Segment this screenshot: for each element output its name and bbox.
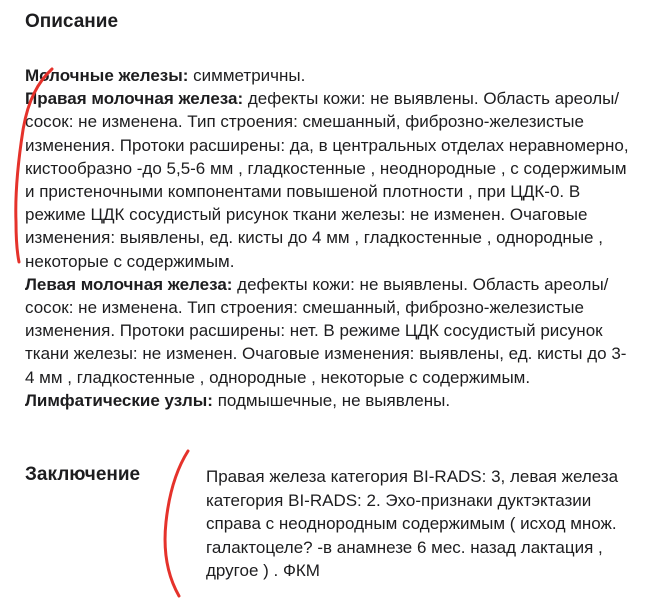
text-mammary-glands: симметричны. <box>188 66 306 85</box>
text-right-breast: дефекты кожи: не выявлены. Область ареолы/сосок: не изменена. Тип строения: смешанный, фиброзно-железистые изменения. Протоки расширены: да, в центральных отделах неравномерно, кистообразно -до 5,5-6 мм , гладкостенные , неоднородные , с содержимым и пристеночными компонентами повышеной плотности , при ЦДК-0. В режиме ЦДК сосудистый рисунок ткани железы: не изменен. Очаговые изменения: выявлены, ед. кисты до 4 мм , гладкостенные , однородные , некоторые с содержимым. <box>25 89 629 271</box>
text-lymph-nodes: подмышечные, не выявлены. <box>212 390 451 410</box>
text-left-breast: дефекты кожи: не выявлены. Область ареолы/сосок: не изменена. Тип строения: смешанный, фиброзно-железистые изменения. Протоки расширены: нет. В режиме ЦДК сосудистый рисунок ткани железы: не изменен. Очаговые изменения: выявлены, ед. кисты до 3-4 мм , гладкостенные , однородные , некоторые с содержимым. <box>25 274 627 387</box>
conclusion-text: Правая железа категория BI-RADS: 3, левая железа категория BI-RADS: 2. Эхо-признаки дуктэктазии справа с неоднородным содержимым ( исход множ. галактоцеле? -в анамнезе 6 мес. назад лактация , другое ) . ФКМ <box>206 467 619 581</box>
conclusion-body <box>206 465 636 583</box>
label-lymph-nodes: Лимфатические узлы: <box>25 390 213 410</box>
label-left-breast: Левая молочная железа: <box>25 274 233 294</box>
paragraph-right-breast <box>25 87 635 273</box>
label-mammary-glands: Молочные железы: <box>25 66 189 85</box>
paragraph-lymph-nodes <box>25 389 635 412</box>
paragraph-left-breast <box>25 273 635 389</box>
paragraph-mammary-glands <box>25 64 635 87</box>
red-bracket-mark-conclusion <box>165 451 188 596</box>
description-heading: Описание <box>25 11 119 32</box>
label-right-breast: Правая молочная железа: <box>25 89 244 109</box>
conclusion-heading: Заключение <box>25 464 141 485</box>
description-body <box>25 64 635 412</box>
